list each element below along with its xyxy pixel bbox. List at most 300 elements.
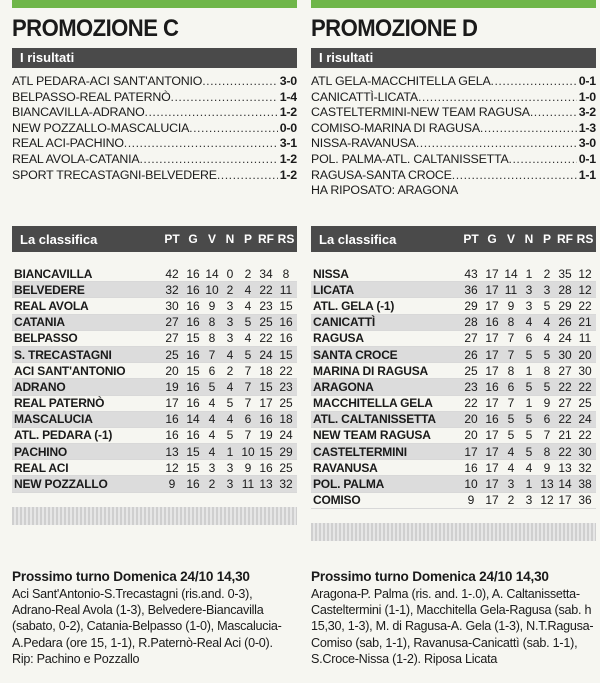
stat-cell: 9	[208, 298, 216, 313]
standings-row	[12, 444, 297, 460]
result-score: 1-2	[279, 167, 297, 182]
result-score: 3-2	[578, 105, 596, 120]
stat-cell: 4	[244, 282, 252, 297]
column-header: RF	[258, 232, 274, 246]
standings-label: La classifica	[20, 231, 98, 247]
result-row	[311, 168, 596, 184]
standings-row	[12, 460, 297, 476]
result-match: NEW POZZALLO-MASCALUCIA	[12, 120, 190, 135]
stat-cell: 4	[208, 444, 216, 459]
result-match: REAL AVOLA-CATANIA	[12, 151, 140, 166]
stat-cell: 22	[558, 379, 572, 394]
stat-cell: 3	[226, 315, 234, 330]
stat-cell: 25	[464, 363, 478, 378]
stat-cell: 16	[186, 282, 200, 297]
stat-cell: 17	[558, 493, 572, 508]
stat-cell: 23	[279, 379, 293, 394]
team-name: ATL. GELA (-1)	[313, 298, 395, 313]
stat-cell: 38	[578, 477, 592, 492]
stat-cell: 17	[485, 477, 499, 492]
result-score: 3-0	[279, 74, 297, 88]
stat-cell: 36	[464, 282, 478, 297]
stat-cell: 5	[507, 428, 515, 443]
result-row	[12, 74, 297, 90]
stat-cell: 16	[279, 315, 293, 330]
stat-cell: 14	[558, 477, 572, 492]
stat-cell: 2	[226, 363, 234, 378]
team-name: PACHINO	[14, 444, 68, 459]
stat-cell: 12	[540, 493, 554, 508]
stat-cell: 1	[525, 396, 533, 411]
result-match: CANICATTÌ-LICATA	[311, 89, 418, 104]
stat-cell: 15	[259, 379, 273, 394]
team-name: REAL ACI	[14, 460, 69, 475]
stat-cell: 5	[525, 444, 533, 459]
team-name: RAVANUSA	[313, 460, 378, 475]
leader-dots	[452, 168, 577, 184]
standings-row	[311, 282, 596, 298]
standings-row	[12, 298, 297, 314]
stat-cell: 8	[543, 363, 551, 378]
team-name: MACCHITELLA GELA	[313, 396, 433, 411]
stat-cell: 5	[208, 379, 216, 394]
result-score: 3-1	[279, 136, 297, 151]
stat-cell: 22	[259, 331, 273, 346]
stat-cell: 35	[558, 266, 572, 281]
stat-cell: 16	[186, 266, 200, 281]
stat-cell: 3	[525, 282, 533, 297]
stat-cell: 11	[504, 282, 518, 297]
stat-cell: 17	[464, 444, 478, 459]
column-header: RS	[576, 232, 594, 246]
stat-cell: 22	[259, 282, 273, 297]
stat-cell: 2	[543, 266, 551, 281]
stat-cell: 12	[578, 266, 592, 281]
stat-cell: 16	[186, 379, 200, 394]
leader-dots	[202, 74, 277, 90]
stat-cell: 5	[525, 428, 533, 443]
spacer	[311, 252, 596, 266]
stat-cell: 8	[208, 315, 216, 330]
stat-cell: 16	[464, 460, 478, 475]
stat-cell: 4	[507, 460, 515, 475]
result-row	[12, 136, 297, 152]
stat-cell: 16	[485, 315, 499, 330]
results-header: I risultati	[311, 48, 596, 68]
result-row	[311, 90, 596, 106]
stat-cell: 25	[165, 347, 179, 362]
column-header: N	[524, 232, 534, 246]
stat-cell: 15	[186, 444, 200, 459]
stat-cell: 24	[279, 428, 293, 443]
stat-cell: 25	[279, 460, 293, 475]
stat-cell: 28	[558, 282, 572, 297]
stat-cell: 28	[464, 315, 478, 330]
stat-cell: 17	[485, 298, 499, 313]
stat-cell: 21	[558, 428, 572, 443]
stat-cell: 17	[485, 282, 499, 297]
team-name: REAL AVOLA	[14, 298, 89, 313]
stat-cell: 7	[244, 379, 252, 394]
stat-cell: 10	[205, 282, 219, 297]
result-row	[12, 121, 297, 137]
leader-dots	[480, 121, 577, 137]
stat-cell: 14	[504, 266, 518, 281]
stat-cell: 2	[226, 282, 234, 297]
stat-cell: 10	[464, 477, 478, 492]
leader-dots	[217, 168, 278, 184]
stat-cell: 32	[279, 477, 293, 492]
result-match: REAL ACI-PACHINO	[12, 136, 124, 151]
stat-cell: 27	[558, 363, 572, 378]
stat-cell: 15	[279, 298, 293, 313]
stat-cell: 30	[578, 444, 592, 459]
stat-cell: 3	[208, 460, 216, 475]
stat-cell: 20	[578, 347, 592, 362]
accent-bar	[311, 0, 596, 8]
stat-cell: 3	[226, 477, 234, 492]
stat-cell: 23	[259, 298, 273, 313]
team-name: NEW TEAM RAGUSA	[313, 428, 431, 443]
stat-cell: 4	[208, 412, 216, 427]
stat-cell: 23	[464, 379, 478, 394]
stat-cell: 6	[208, 363, 216, 378]
team-name: NEW POZZALLO	[14, 477, 108, 492]
standings-row	[12, 266, 297, 282]
stat-cell: 7	[208, 347, 216, 362]
stat-cell: 9	[543, 396, 551, 411]
leader-dots	[416, 136, 577, 152]
stat-cell: 9	[543, 460, 551, 475]
result-score: 1-2	[279, 151, 297, 166]
stat-cell: 15	[186, 331, 200, 346]
next-round-title: Prossimo turno Domenica 24/10 14,30	[311, 569, 549, 584]
stat-cell: 43	[464, 266, 478, 281]
stat-cell: 30	[558, 347, 572, 362]
standings-row	[311, 298, 596, 314]
result-score: 0-0	[279, 120, 297, 135]
result-score: 0-1	[578, 151, 596, 166]
team-name: S. TRECASTAGNI	[14, 347, 112, 362]
stat-cell: 4	[543, 315, 551, 330]
stat-cell: 18	[259, 363, 273, 378]
standings-header	[311, 226, 596, 252]
stat-cell: 5	[525, 379, 533, 394]
stat-cell: 16	[485, 412, 499, 427]
stat-cell: 34	[259, 266, 273, 281]
next-round-text: Aragona-P. Palma (ris. and. 1-.0), A. Caltanissetta-Casteltermini (1-1), Macchitella Gela-Ragusa (sab. h 15,30, 1-3), M. di Ragusa-A. Gela (1-3), N.T.Ragusa-Comiso (sab, 1-1), Ravanusa-Canicattì (sab. 1-1), S.Croce-Nissa (1-2). Riposa Licata	[311, 587, 594, 666]
result-match: SPORT TRECASTAGNI-BELVEDERE	[12, 167, 217, 182]
leader-dots	[491, 74, 577, 90]
stat-cell: 6	[525, 331, 533, 346]
stat-cell: 27	[558, 396, 572, 411]
stat-cell: 8	[507, 315, 515, 330]
stat-cell: 29	[279, 444, 293, 459]
standings-row	[311, 460, 596, 476]
standings-row	[12, 331, 297, 347]
stat-cell: 22	[279, 363, 293, 378]
standings-table	[311, 226, 596, 541]
section-title: PROMOZIONE C	[12, 15, 179, 42]
column-header: P	[243, 232, 252, 246]
column-header: N	[225, 232, 235, 246]
stat-cell: 19	[165, 379, 179, 394]
stat-cell: 16	[186, 315, 200, 330]
stat-cell: 5	[543, 298, 551, 313]
stat-cell: 17	[485, 460, 499, 475]
stat-cell: 7	[507, 331, 515, 346]
stat-cell: 5	[543, 379, 551, 394]
stat-cell: 14	[186, 412, 200, 427]
stat-cell: 17	[259, 396, 273, 411]
result-match: POL. PALMA-ATL. CALTANISSETTA	[311, 151, 509, 166]
stat-cell: 16	[186, 396, 200, 411]
result-match: NISSA-RAVANUSA	[311, 136, 416, 151]
result-row	[12, 152, 297, 168]
stat-cell: 5	[244, 347, 252, 362]
column-header: P	[542, 232, 551, 246]
table-footer-band	[12, 507, 297, 525]
next-round-text: Aci Sant'Antonio-S.Trecastagni (ris.and. 0-3), Adrano-Real Avola (1-3), Belvedere-Biancavilla (sabato, 0-2), Catania-Belpasso (1-0), Mascalucia-A.Pedara (ore 15, 1-1), R.Paternò-Real Aci (0-0). Rip: Pachino e Pozzallo	[12, 587, 282, 666]
stat-cell: 22	[558, 412, 572, 427]
stat-cell: 15	[186, 460, 200, 475]
standings-row	[311, 476, 596, 492]
stat-cell: 3	[543, 282, 551, 297]
stat-cell: 25	[578, 396, 592, 411]
standings-row	[311, 379, 596, 395]
stat-cell: 9	[507, 298, 515, 313]
result-row	[311, 136, 596, 152]
stat-cell: 5	[507, 412, 515, 427]
stat-cell: 4	[244, 298, 252, 313]
standings-label: La classifica	[319, 231, 397, 247]
stat-cell: 16	[165, 412, 179, 427]
stat-cell: 17	[485, 444, 499, 459]
stat-cell: 14	[205, 266, 219, 281]
stat-cell: 42	[165, 266, 179, 281]
team-name: RAGUSA	[313, 331, 364, 346]
result-row	[311, 74, 596, 90]
team-name: REAL PATERNÒ	[14, 396, 105, 411]
stat-cell: 25	[279, 396, 293, 411]
stat-cell: 12	[165, 460, 179, 475]
stat-cell: 13	[540, 477, 554, 492]
result-row	[12, 168, 297, 184]
stat-cell: 26	[558, 315, 572, 330]
standings-row	[12, 282, 297, 298]
stat-cell: 5	[226, 396, 234, 411]
stat-cell: 3	[226, 460, 234, 475]
leader-dots	[509, 152, 577, 168]
stat-cell: 16	[186, 477, 200, 492]
stat-cell: 4	[208, 396, 216, 411]
stat-cell: 7	[244, 396, 252, 411]
column-promozione-c	[12, 0, 297, 683]
results-list	[12, 74, 297, 183]
stat-cell: 2	[208, 477, 216, 492]
stat-cell: 0	[226, 266, 234, 281]
result-score: 3-0	[578, 136, 596, 151]
stat-cell: 16	[259, 412, 273, 427]
stat-cell: 1	[226, 444, 234, 459]
section-title: PROMOZIONE D	[311, 15, 478, 42]
column-header: PT	[463, 232, 479, 246]
stat-cell: 17	[485, 266, 499, 281]
stat-cell: 9	[467, 493, 475, 508]
stat-cell: 22	[578, 428, 592, 443]
stat-cell: 8	[282, 266, 290, 281]
rest-note: HA RIPOSATO: ARAGONA	[311, 183, 459, 198]
column-header: PT	[164, 232, 180, 246]
stat-cell: 27	[464, 331, 478, 346]
leader-dots	[171, 90, 278, 106]
stat-cell: 32	[165, 282, 179, 297]
team-name: COMISO	[313, 493, 361, 508]
stat-cell: 1	[525, 266, 533, 281]
team-name: BELVEDERE	[14, 282, 85, 297]
stat-cell: 6	[507, 379, 515, 394]
stat-cell: 9	[244, 460, 252, 475]
stat-cell: 17	[485, 396, 499, 411]
team-name: CANICATTÌ	[313, 315, 375, 330]
stat-cell: 4	[208, 428, 216, 443]
result-match: ATL GELA-MACCHITELLA GELA	[311, 74, 491, 88]
stat-cell: 13	[558, 460, 572, 475]
stat-cell: 16	[165, 428, 179, 443]
stat-cell: 24	[578, 412, 592, 427]
column-header: RF	[557, 232, 573, 246]
stat-cell: 4	[226, 347, 234, 362]
stat-cell: 4	[525, 315, 533, 330]
team-name: ACI SANT'ANTONIO	[14, 363, 126, 378]
standings-row	[311, 266, 596, 282]
team-name: MARINA DI RAGUSA	[313, 363, 429, 378]
stat-cell: 5	[543, 347, 551, 362]
stat-cell: 16	[186, 298, 200, 313]
column-header: RS	[277, 232, 295, 246]
leader-dots	[418, 90, 577, 106]
team-name: SANTA CROCE	[313, 347, 398, 362]
stat-cell: 4	[226, 412, 234, 427]
stat-cell: 3	[507, 477, 515, 492]
stat-cell: 32	[578, 460, 592, 475]
stat-cell: 17	[485, 331, 499, 346]
standings-row	[12, 428, 297, 444]
stat-cell: 9	[168, 477, 176, 492]
team-name: BELPASSO	[14, 331, 78, 346]
result-match: RAGUSA-SANTA CROCE	[311, 167, 452, 182]
result-score: 1-2	[279, 105, 297, 120]
stat-cell: 18	[279, 412, 293, 427]
accent-bar	[12, 0, 297, 8]
stat-cell: 22	[578, 379, 592, 394]
stat-cell: 24	[558, 331, 572, 346]
stat-cell: 29	[464, 298, 478, 313]
column-header: V	[506, 232, 515, 246]
stat-cell: 30	[578, 363, 592, 378]
stat-cell: 20	[464, 412, 478, 427]
result-row	[12, 105, 297, 121]
standings-row	[311, 428, 596, 444]
stat-cell: 27	[165, 315, 179, 330]
stat-cell: 7	[543, 428, 551, 443]
leader-dots	[530, 105, 577, 121]
team-name: MASCALUCIA	[14, 412, 93, 427]
stat-cell: 5	[525, 347, 533, 362]
column-header: V	[207, 232, 216, 246]
stat-cell: 6	[244, 412, 252, 427]
team-name: BIANCAVILLA	[14, 266, 93, 281]
leader-dots	[189, 121, 278, 137]
team-name: POL. PALMA	[313, 477, 385, 492]
column-header: G	[188, 232, 198, 246]
stat-cell: 2	[507, 493, 515, 508]
stat-cell: 3	[226, 298, 234, 313]
stat-cell: 17	[485, 428, 499, 443]
stat-cell: 16	[279, 331, 293, 346]
team-name: ARAGONA	[313, 379, 374, 394]
stat-cell: 30	[165, 298, 179, 313]
stat-cell: 5	[525, 412, 533, 427]
stat-cell: 36	[578, 493, 592, 508]
team-name: CATANIA	[14, 315, 65, 330]
stat-cell: 10	[241, 444, 255, 459]
stat-cell: 15	[259, 444, 273, 459]
stat-cell: 16	[186, 428, 200, 443]
standings-row	[12, 396, 297, 412]
team-name: CASTELTERMINI	[313, 444, 407, 459]
stat-cell: 4	[226, 379, 234, 394]
stat-cell: 17	[485, 347, 499, 362]
table-footer-band	[311, 523, 596, 541]
standings-row	[12, 347, 297, 363]
stat-cell: 4	[525, 460, 533, 475]
result-match: CASTELTERMINI-NEW TEAM RAGUSA	[311, 105, 530, 120]
stat-cell: 1	[525, 477, 533, 492]
standings-row	[12, 315, 297, 331]
team-name: ATL. CALTANISSETTA	[313, 412, 436, 427]
leader-dots	[145, 105, 278, 121]
standings-row	[311, 444, 596, 460]
stat-cell: 11	[279, 282, 293, 297]
stat-cell: 22	[578, 298, 592, 313]
next-round-title: Prossimo turno Domenica 24/10 14,30	[12, 569, 250, 584]
stat-cell: 7	[507, 347, 515, 362]
standings-row	[12, 363, 297, 379]
column-header: G	[487, 232, 497, 246]
stat-cell: 8	[507, 363, 515, 378]
next-round	[12, 569, 297, 667]
standings-row	[311, 315, 596, 331]
result-row	[12, 90, 297, 106]
stat-cell: 17	[485, 493, 499, 508]
team-name: ATL. PEDARA (-1)	[14, 428, 113, 443]
results-header: I risultati	[12, 48, 297, 68]
stat-cell: 7	[244, 363, 252, 378]
result-row	[311, 121, 596, 137]
stat-cell: 4	[507, 444, 515, 459]
stat-cell: 17	[485, 363, 499, 378]
stat-cell: 20	[464, 428, 478, 443]
stat-cell: 22	[558, 444, 572, 459]
stat-cell: 3	[525, 493, 533, 508]
stat-cell: 12	[578, 282, 592, 297]
stat-cell: 26	[464, 347, 478, 362]
stat-cell: 21	[578, 315, 592, 330]
result-score: 1-1	[578, 167, 596, 182]
stat-cell: 16	[259, 460, 273, 475]
results-list	[311, 74, 596, 199]
